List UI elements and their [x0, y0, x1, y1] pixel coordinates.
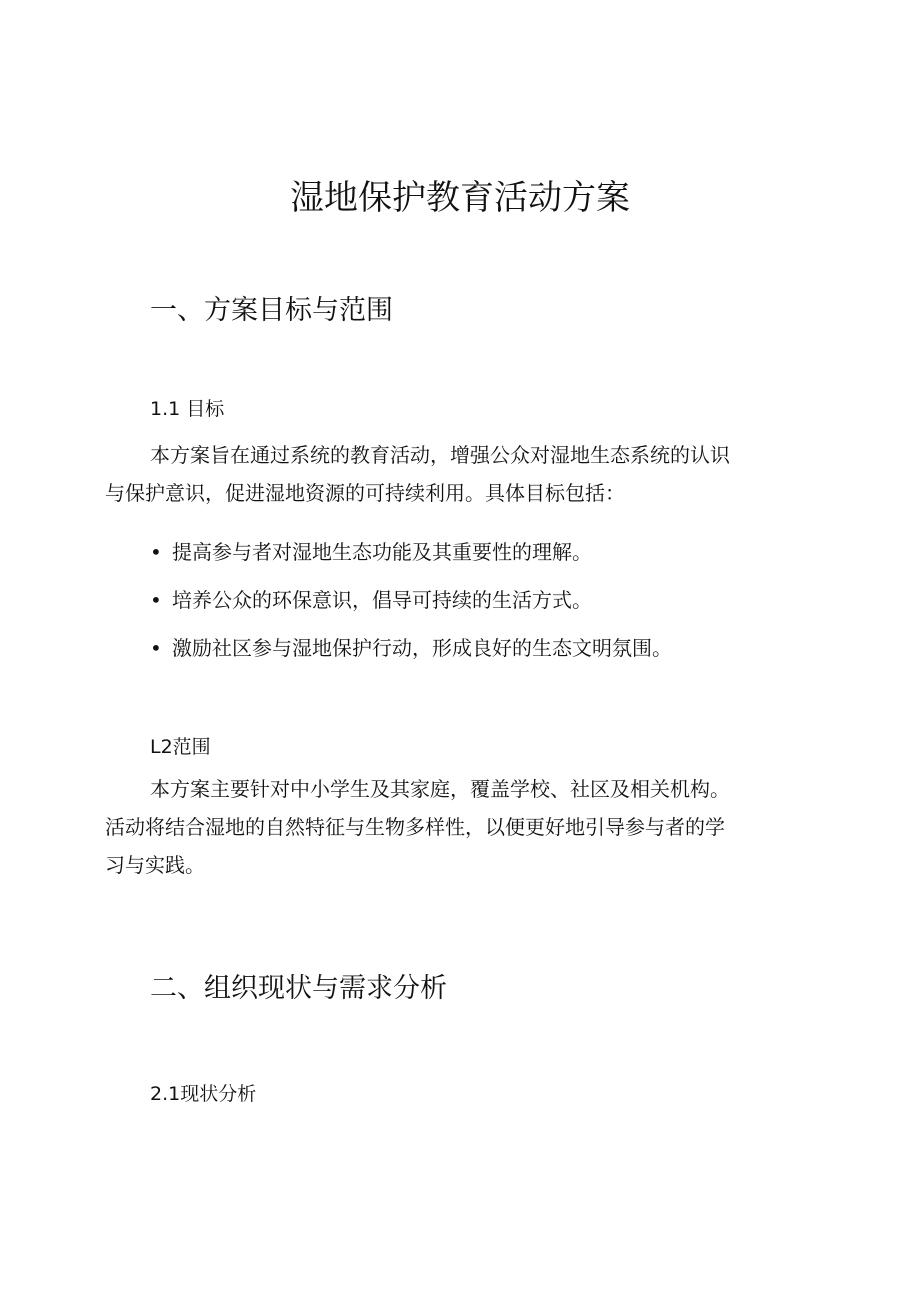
bullet-icon: • — [150, 588, 162, 612]
subsection-1-2-paragraph — [105, 770, 820, 884]
bullet-icon: • — [150, 540, 162, 564]
subsection-1-2-heading: L2范围 — [150, 736, 211, 758]
bullet-icon: • — [150, 636, 162, 660]
bullet-text: 提高参与者对湿地生态功能及其重要性的理解。 — [172, 540, 592, 564]
subsection-1-1-heading: 1.1 目标 — [150, 398, 225, 420]
paragraph-line: 活动将结合湿地的自然特征与生物多样性，以便更好地引导参与者的学 — [105, 815, 725, 839]
section-1-heading: 一、方案目标与范围 — [150, 295, 393, 326]
subsection-1-1-paragraph — [105, 436, 820, 512]
section-2-heading: 二、组织现状与需求分析 — [150, 973, 447, 1004]
bullet-item — [150, 633, 672, 663]
paragraph-line: 与保护意识，促进湿地资源的可持续利用。具体目标包括： — [105, 481, 625, 505]
document-title: 湿地保护教育活动方案 — [290, 178, 630, 218]
subsection-2-1-heading: 2.1现状分析 — [150, 1083, 257, 1105]
paragraph-line: 本方案主要针对中小学生及其家庭，覆盖学校、社区及相关机构。 — [150, 777, 730, 801]
paragraph-line: 本方案旨在通过系统的教育活动，增强公众对湿地生态系统的认识 — [150, 443, 730, 467]
bullet-text: 培养公众的环保意识，倡导可持续的生活方式。 — [172, 588, 592, 612]
bullet-item — [150, 585, 592, 615]
bullet-text: 激励社区参与湿地保护行动，形成良好的生态文明氛围。 — [172, 636, 672, 660]
bullet-item — [150, 537, 592, 567]
paragraph-line: 习与实践。 — [105, 853, 205, 877]
